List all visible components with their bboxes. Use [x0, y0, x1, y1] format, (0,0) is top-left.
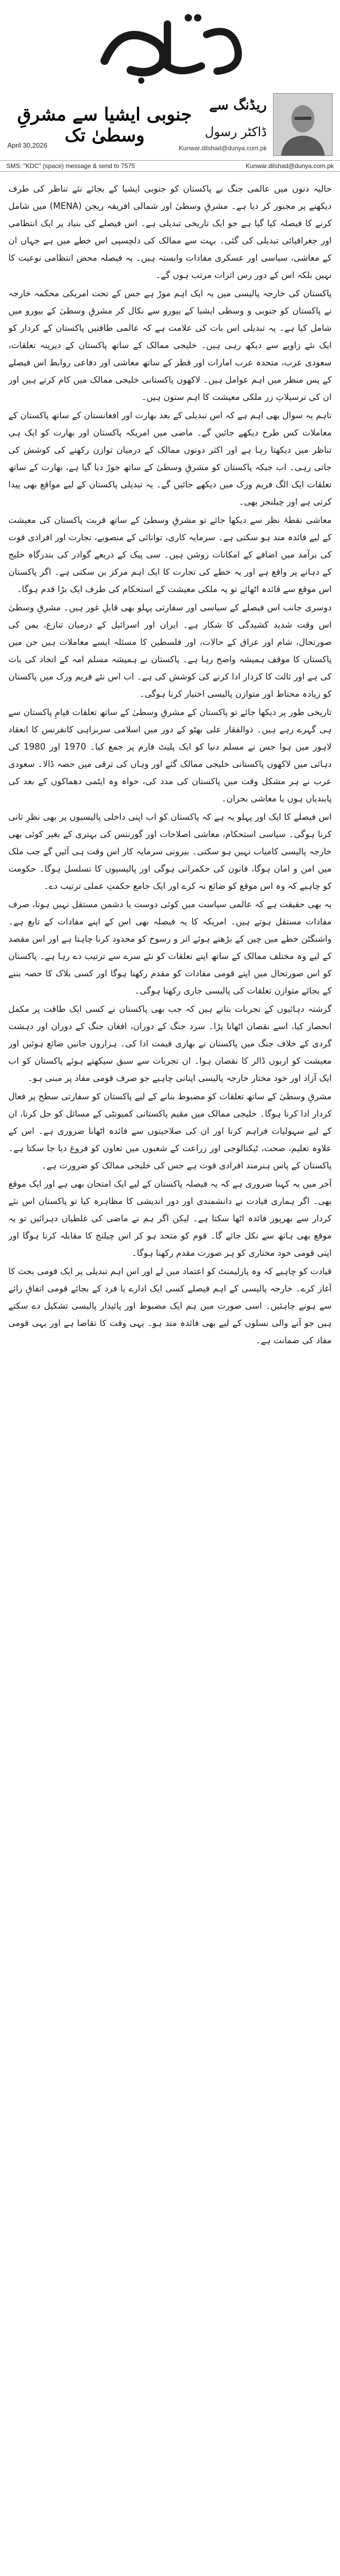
author-name: ڈاکٹر رسول — [205, 125, 267, 139]
article-headline: جنوبی ایشیا سے مشرقِ وسطیٰ تک — [17, 104, 192, 146]
article-paragraph: گزشتہ دہائیوں کے تجربات بتاتے ہیں کہ جب بھی پاکستان نے کسی ایک طاقت پر مکمل انحصار کیا، اسے نقصان اٹھانا پڑا۔ سرد جنگ کے دوران، افغان جنگ کے دوران اور دہشت گردی کے خلاف جنگ میں پاکستان نے بھاری قیمت ادا کی۔ ہزاروں جانیں ضائع ہوئیں اور معیشت کو اربوں ڈالر کا نقصان ہوا۔ ان تجربات سے سبق سیکھتے ہوئے پاکستان کو اب ایک آزاد اور خود مختار خارجہ پالیسی اپنانی چاہیے جو صرف قومی مفاد پر مبنی ہو۔ — [8, 1004, 332, 1083]
byline-strip — [0, 93, 340, 160]
sms-instructions: SMS: "KDC" (space) message & send to 7575 — [6, 162, 135, 170]
article-paragraph: مشرقِ وسطیٰ کے ساتھ تعلقات کو مضبوط بنانے کے لیے پاکستان کو سفارتی سطح پر فعال کردار ادا کرنا ہوگا۔ خلیجی ممالک میں مقیم پاکستانی کمیونٹی کے مسائل کو حل کرنا، ان کے لیے سہولیات فراہم کرنا اور ان کی صلاحیتوں سے فائدہ اٹھانا ضروری ہے۔ اس کے علاوہ تعلیم، صحت، ٹیکنالوجی اور زراعت کے شعبوں میں تعاون کو فروغ دیا جا سکتا ہے۔ پاکستان کے پاس ہنرمند افرادی قوت ہے جس کی خلیجی ممالک کو ضرورت ہے۔ — [8, 1091, 332, 1170]
logo-graphic-icon — [89, 3, 251, 87]
article-paragraph: یہ بھی حقیقت ہے کہ عالمی سیاست میں کوئی دوست یا دشمن مستقل نہیں ہوتا، صرف مفادات مستقل ہوتے ہیں۔ امریکہ کا یہ فیصلہ بھی اس کے اپنے مفادات کے تابع ہے۔ واشنگٹن خطے میں چین کے بڑھتے ہوئے اثر و رسوخ کو محدود کرنا چاہتا ہے اور اس مقصد کے لیے وہ مختلف ممالک کے ساتھ اپنے تعلقات کو نئے سرے سے ترتیب دے رہا ہے۔ پاکستان کو اس صورتحال میں اپنے قومی مفادات کو مقدم رکھنا ہوگا اور کسی بلاک کا حصہ بننے کے بجائے متوازن تعلقات کی پالیسی جاری رکھنا ہوگی۔ — [8, 899, 332, 996]
article-paragraph: تاہم یہ سوال بھی اہم ہے کہ اس تبدیلی کے بعد بھارت اور افغانستان کے ساتھ پاکستان کے معاملات کس طرح دیکھے جائیں گے۔ ماضی میں امریکہ پاکستان اور بھارت کو ایک ہی تناظر میں دیکھتا رہا ہے اور اکثر دونوں ممالک کے درمیان توازن رکھنے کی کوشش کی جاتی رہی۔ اب جبکہ پاکستان کو مشرقِ وسطیٰ کے ساتھ جوڑ دیا گیا ہے، بھارت کے ساتھ تعلقات ایک الگ فریم ورک میں دیکھے جائیں گے۔ یہ تبدیلی پاکستان کے لیے مواقع بھی پیدا کرتی ہے اور چیلنجز بھی۔ — [8, 410, 332, 507]
article-paragraph: پاکستان کی خارجہ پالیسی میں یہ ایک اہم موڑ ہے جس کے تحت امریکی محکمہ خارجہ نے پاکستان کو جنوبی و وسطی ایشیا کے بیورو سے نکال کر مشرقِ وسطیٰ کے بیورو میں شامل کیا ہے۔ یہ تبدیلی اس بات کی علامت ہے کہ عالمی طاقتیں پاکستان کے کردار کو ایک نئے زاویے سے دیکھ رہی ہیں۔ خلیجی ممالک کے ساتھ پاکستان کے دیرینہ تعلقات، سعودی عرب، متحدہ عرب امارات اور قطر کے ساتھ معاشی اور دفاعی روابط اس فیصلے کے پس منظر میں اہم عوامل ہیں۔ لاکھوں پاکستانی خلیجی ممالک میں کام کرتے ہیں اور ان کی ترسیلاتِ زر ملکی معیشت کا اہم ستون ہیں۔ — [8, 288, 332, 402]
publish-date: April 30,2026 — [7, 141, 48, 149]
article-paragraph: قیادت کو چاہیے کہ وہ پارلیمنٹ کو اعتماد میں لے اور اس اہم تبدیلی پر ایک قومی بحث کا آغاز کرے۔ خارجہ پالیسی کے اہم فیصلے کسی ایک ادارے یا فرد کے بجائے قومی اتفاقِ رائے سے ہونے چاہئیں۔ اسی صورت میں ہم ایک مضبوط اور پائیدار پالیسی تشکیل دے سکتے ہیں جو آنے والی نسلوں کے لیے بھی فائدہ مند ہو۔ یہی وقت کا تقاضا ہے اور یہی قومی مفاد کی ضمانت ہے۔ — [8, 1266, 332, 1345]
column-title: ریڈنگ سے — [209, 97, 267, 113]
article-body — [8, 180, 332, 2567]
newspaper-logo — [89, 3, 251, 87]
article-paragraph: آخر میں یہ کہنا ضروری ہے کہ یہ فیصلہ پاکستان کے لیے ایک امتحان بھی ہے اور ایک موقع بھی۔ اگر ہماری قیادت نے دانشمندی اور دور اندیشی کا مظاہرہ کیا تو پاکستان اس نئے کردار سے بھرپور فائدہ اٹھا سکتا ہے۔ لیکن اگر ہم نے ماضی کی غلطیاں دہرائیں تو یہ موقع بھی ہاتھ سے نکل جائے گا۔ قوم کو متحد ہو کر اس چیلنج کا مقابلہ کرنا ہوگا اور اپنی قومی خود مختاری کو ہر صورت مقدم رکھنا ہوگا۔ — [8, 1179, 332, 1258]
sms-info-bar — [0, 160, 340, 172]
article-paragraph: دوسری جانب اس فیصلے کے سیاسی اور سفارتی پہلو بھی قابلِ غور ہیں۔ مشرقِ وسطیٰ اس وقت شدید کشیدگی کا شکار ہے۔ ایران اور اسرائیل کے درمیان تنازع، یمن کی صورتحال، شام اور عراق کے حالات، اور فلسطین کا مسئلہ ایسے معاملات ہیں جن میں پاکستان کا موقف ہمیشہ واضح رہا ہے۔ پاکستان نے ہمیشہ مسلم امہ کے اتحاد کی بات کی ہے اور ثالث کا کردار ادا کرنے کی کوشش کی ہے۔ اب اس نئے فریم ورک میں پاکستان کو زیادہ محتاط اور متوازن پالیسی اختیار کرنا ہوگی۔ — [8, 603, 332, 699]
author-photo — [273, 93, 333, 156]
article-paragraph: تاریخی طور پر دیکھا جائے تو پاکستان کے مشرقِ وسطیٰ کے ساتھ تعلقات قیامِ پاکستان سے ہی گہرے رہے ہیں۔ ذوالفقار علی بھٹو کے دور میں اسلامی سربراہی کانفرنس کا انعقاد لاہور میں ہوا جس نے مسلم دنیا کو ایک پلیٹ فارم پر جمع کیا۔ 1970 اور 1980 کی دہائی میں لاکھوں پاکستانی خلیجی ممالک گئے اور وہاں کی ترقی میں حصہ ڈالا۔ سعودی عرب نے ہر مشکل وقت میں پاکستان کی مدد کی، خواہ وہ ایٹمی دھماکوں کے بعد کی پابندیاں ہوں یا معاشی بحران۔ — [8, 707, 332, 804]
author-portrait-icon — [274, 94, 332, 155]
author-email[interactable]: Kunwar.dilshad@dunya.com.pk — [178, 144, 267, 152]
contact-email[interactable]: Kunwar.dilshad@dunya.com.pk — [245, 162, 334, 170]
article-paragraph: معاشی نقطۂ نظر سے دیکھا جائے تو مشرقِ وسطیٰ کے ساتھ قربت پاکستان کی معیشت کے لیے فائدہ مند ہو سکتی ہے۔ سرمایہ کاری، توانائی کے منصوبے، تجارت اور افرادی قوت کی برآمد میں اضافے کے امکانات روشن ہیں۔ سی پیک کے ذریعے گوادر کی بندرگاہ خلیج کے دہانے پر واقع ہے اور یہ خطے کی تجارت کا ایک اہم مرکز بن سکتی ہے۔ اگر پاکستان اس موقع سے فائدہ اٹھائے تو یہ ملکی معیشت کے استحکام کی طرف ایک بڑا قدم ہوگا۔ — [8, 515, 332, 594]
article-paragraph: حالیہ دنوں میں عالمی جنگ نے پاکستان کو جنوبی ایشیا کے بجائے نئے تناظر کی طرف دیکھنے پر مجبور کر دیا ہے۔ مشرقِ وسطیٰ اور شمالی افریقہ ریجن (MENA) میں شامل کرنے کا فیصلہ کیا گیا ہے جو ایک تاریخی تبدیلی ہے۔ اس فیصلے کی بنیاد پر ایک انتظامی اور جغرافیائی تبدیلی کی گئی۔ بہت سے ممالک کی دلچسپی اس خطے میں ہے جہاں ان کے معاشی، سیاسی اور عسکری مفادات وابستہ ہیں۔ یہ فیصلہ محض انتظامی نوعیت کا نہیں بلکہ اس کے دور رس اثرات مرتب ہوں گے۔ — [8, 184, 332, 280]
article-paragraph: اس فیصلے کا ایک اور پہلو یہ ہے کہ پاکستان کو اب اپنی داخلی پالیسیوں پر بھی نظرِ ثانی کرنا ہوگی۔ سیاسی استحکام، معاشی اصلاحات اور گورننس کی بہتری کے بغیر کوئی بھی خارجہ پالیسی کامیاب نہیں ہو سکتی۔ بیرونی سرمایہ کار اس وقت ہی آئیں گے جب ملک میں امن و امان ہوگا، قانون کی حکمرانی ہوگی اور پالیسیوں کا تسلسل ہوگا۔ حکومت کو چاہیے کہ وہ اس موقع کو ضائع نہ کرے اور ایک جامع حکمتِ عملی ترتیب دے۔ — [8, 812, 332, 891]
